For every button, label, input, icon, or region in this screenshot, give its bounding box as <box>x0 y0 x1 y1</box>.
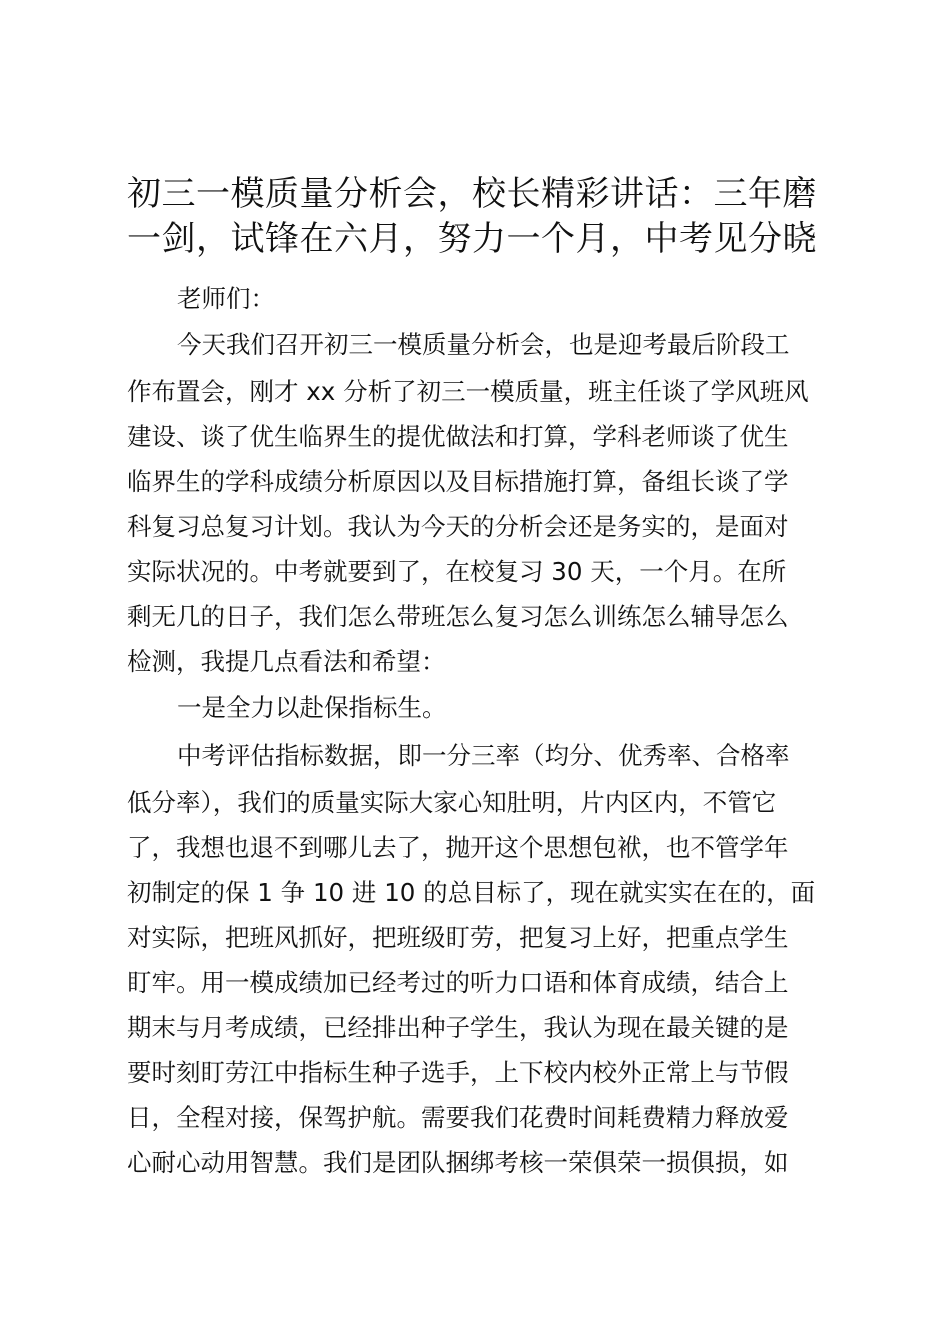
paragraph-line: 期末与月考成绩，已经排出种子学生，我认为现在最关键的是 <box>127 1013 789 1042</box>
document-body <box>127 276 837 1185</box>
paragraph-line: 剩无几的日子，我们怎么带班怎么复习怎么训练怎么辅导怎么 <box>127 602 789 631</box>
document-title <box>127 172 837 262</box>
section-heading: 一是全力以赴保指标生。 <box>177 693 447 722</box>
paragraph-line: 对实际，把班风抓好，把班级盯劳，把复习上好，把重点学生 <box>127 923 789 952</box>
paragraph-line: 日，全程对接，保驾护航。需要我们花费时间耗费精力释放爱 <box>127 1103 789 1132</box>
paragraph-line: 盯牢。用一模成绩加已经考过的听力口语和体育成绩，结合上 <box>127 968 789 997</box>
paragraph-line: 要时刻盯劳江中指标生种子选手，上下校内校外正常上与节假 <box>127 1058 789 1087</box>
paragraph-line: 建设、谈了优生临界生的提优做法和打算，学科老师谈了优生 <box>127 422 789 451</box>
paragraph-2 <box>127 732 837 1185</box>
paragraph-1 <box>127 321 837 684</box>
paragraph-line: 实际状况的。中考就要到了，在校复习 30 天，一个月。在所 <box>127 557 787 586</box>
paragraph-line: 低分率），我们的质量实际大家心知肚明，片内区内，不管它 <box>127 788 777 817</box>
paragraph-line: 心耐心动用智慧。我们是团队捆绑考核一荣俱荣一损俱损，如 <box>127 1148 789 1177</box>
paragraph-line: 初制定的保 1 争 10 进 10 的总目标了，现在就实实在在的，面 <box>127 878 816 907</box>
paragraph-line: 科复习总复习计划。我认为今天的分析会还是务实的，是面对 <box>127 512 789 541</box>
title-line: 初三一模质量分析会，校长精彩讲话：三年磨 <box>127 174 817 214</box>
salutation: 老师们： <box>177 284 275 313</box>
paragraph-line: 检测，我提几点看法和希望： <box>127 647 446 676</box>
title-line: 一剑，试锋在六月，努力一个月，中考见分晓 <box>127 219 817 259</box>
paragraph-line: 作布置会，刚才 xx 分析了初三一模质量，班主任谈了学风班风 <box>127 377 809 406</box>
paragraph-line: 临界生的学科成绩分析原因以及目标措施打算，备组长谈了学 <box>127 467 789 496</box>
paragraph-line: 了，我想也退不到哪儿去了，抛开这个思想包袱，也不管学年 <box>127 833 789 862</box>
paragraph-line: 今天我们召开初三一模质量分析会，也是迎考最后阶段工 <box>177 330 790 359</box>
paragraph-line: 中考评估指标数据，即一分三率（均分、优秀率、合格率 <box>177 741 790 770</box>
